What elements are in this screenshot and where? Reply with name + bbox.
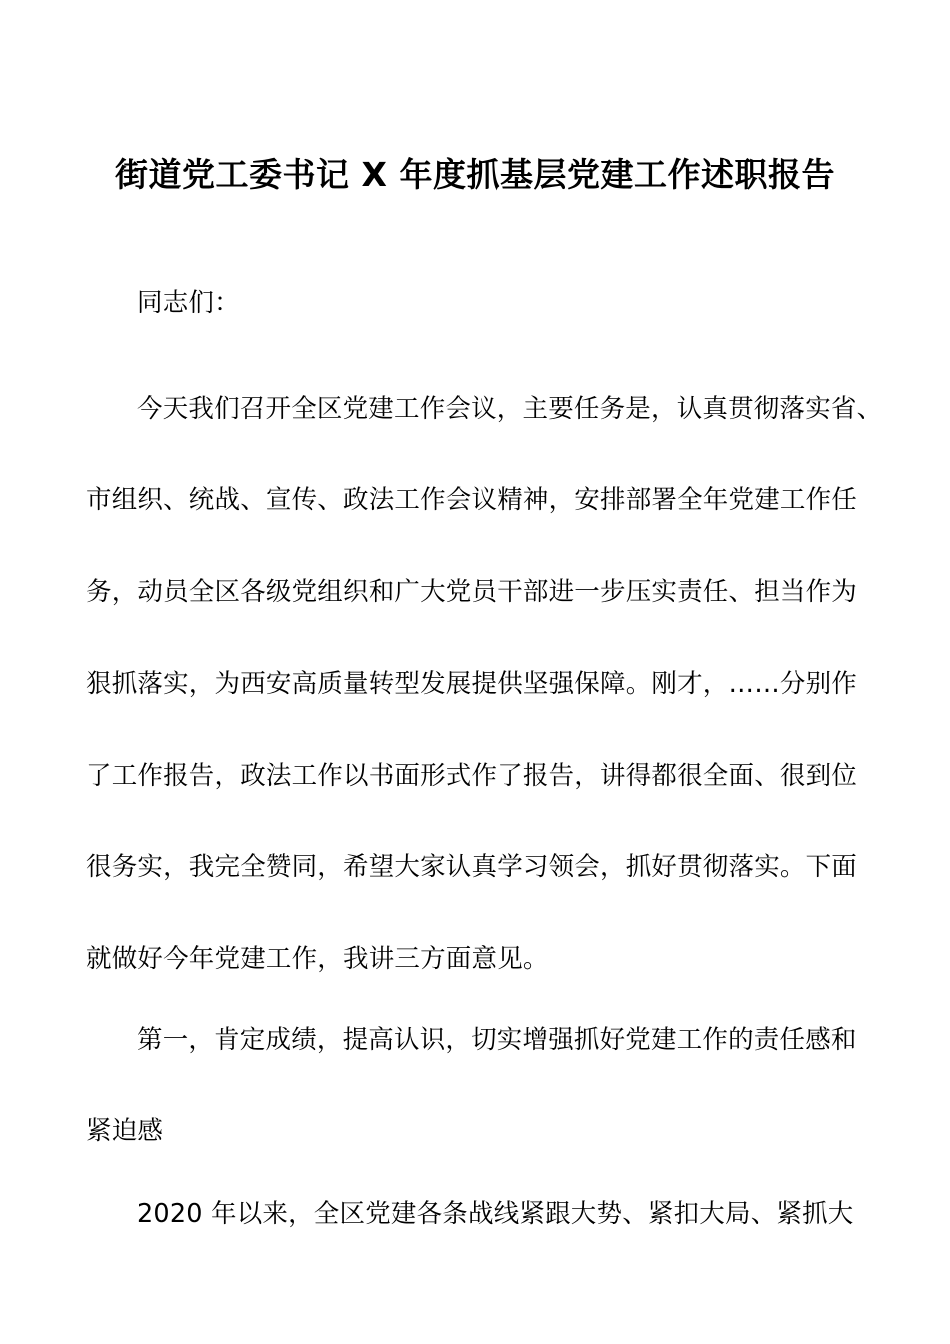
document-title: 街道党工委书记 X 年度抓基层党建工作述职报告 bbox=[115, 155, 835, 194]
paragraph-line: 狠抓落实，为西安高质量转型发展提供坚强保障。刚才，……分别作 bbox=[86, 669, 858, 699]
paragraph-line: 2020 年以来，全区党建各条战线紧跟大势、紧扣大局、紧抓大 bbox=[137, 1199, 854, 1229]
paragraph-line: 今天我们召开全区党建工作会议，主要任务是，认真贯彻落实省、 bbox=[137, 394, 883, 424]
salutation-line: 同志们： bbox=[137, 288, 240, 318]
section-heading-line: 第一，肯定成绩，提高认识，切实增强抓好党建工作的责任感和 bbox=[137, 1025, 857, 1055]
paragraph-line: 很务实，我完全赞同，希望大家认真学习领会，抓好贯彻落实。下面 bbox=[86, 852, 858, 882]
paragraph-line: 务，动员全区各级党组织和广大党员干部进一步压实责任、担当作为 bbox=[86, 577, 858, 607]
paragraph-line: 就做好今年党建工作，我讲三方面意见。 bbox=[86, 944, 549, 974]
paragraph-line: 了工作报告，政法工作以书面形式作了报告，讲得都很全面、很到位 bbox=[86, 761, 858, 791]
paragraph-line: 市组织、统战、宣传、政法工作会议精神，安排部署全年党建工作任 bbox=[86, 485, 858, 515]
section-heading-line: 紧迫感 bbox=[86, 1116, 164, 1146]
